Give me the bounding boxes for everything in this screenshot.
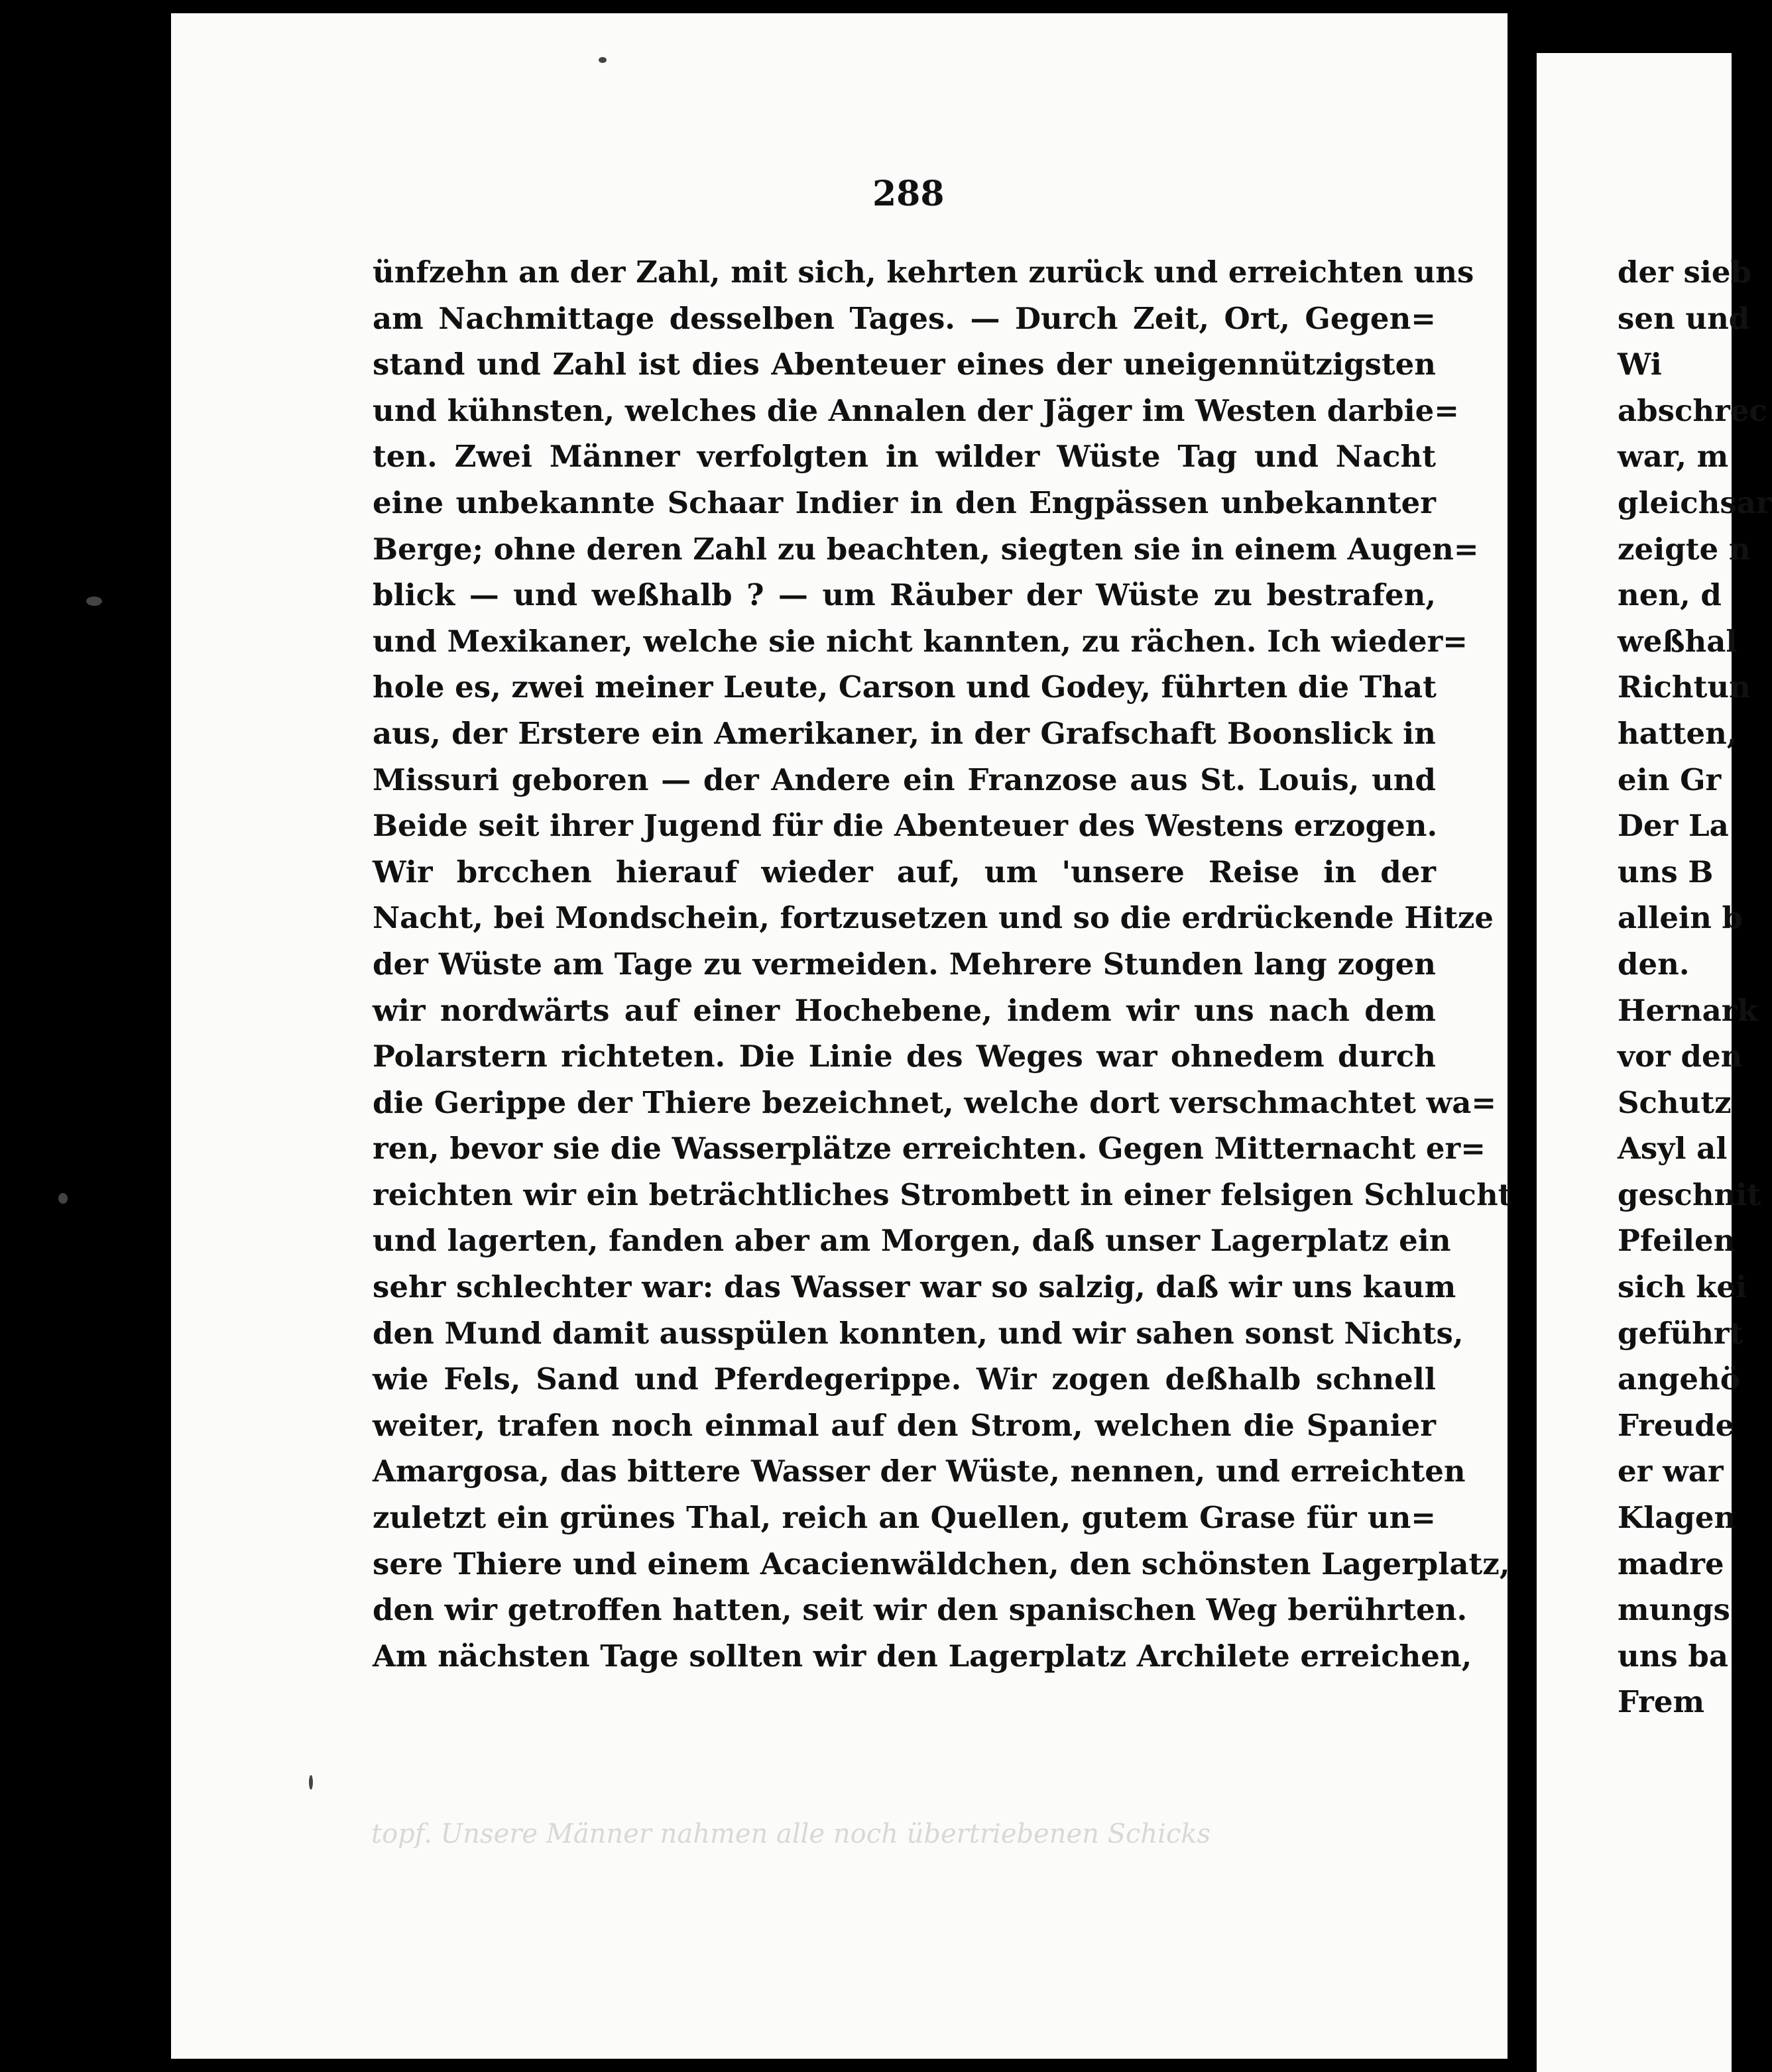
text-line: sehr schlechter war: das Wasser war so salzig, daß wir uns kaum <box>373 1269 1456 1305</box>
show-through-text: topf. Unsere Männer nahmen alle noch übertriebenen Schicks <box>371 1819 1211 1849</box>
facing-text-line: uns ba <box>1618 1638 1729 1674</box>
facing-text-line: Asyl al <box>1618 1131 1728 1167</box>
facing-text-line: Hernark <box>1618 992 1758 1028</box>
text-line: den wir getroffen hatten, seit wir den spanischen Weg berührten. <box>373 1592 1468 1628</box>
facing-text-line: der sieb <box>1618 255 1751 290</box>
facing-text-line: abschrec <box>1618 392 1767 428</box>
facing-text-line: geführt <box>1618 1315 1743 1351</box>
facing-text-line: Wi <box>1618 347 1662 382</box>
facing-text-line: sen und <box>1618 300 1750 336</box>
facing-text-line: ein Gr <box>1618 762 1722 797</box>
text-line: und kühnsten, welches die Annalen der Jäger im Westen darbie= <box>373 392 1460 428</box>
facing-text-line: war, m <box>1618 439 1729 475</box>
facing-text-line: zeigte n <box>1618 531 1751 567</box>
text-line: Beide seit ihrer Jugend für die Abenteuer des Westens erzogen. <box>373 808 1438 844</box>
facing-text-line: er war <box>1618 1454 1724 1489</box>
facing-text-line: gleichsar <box>1618 485 1772 520</box>
text-line: Nacht, bei Mondschein, fortzusetzen und so die erdrückende Hitze <box>373 900 1494 936</box>
page-number: 288 <box>872 174 945 214</box>
facing-text-line: den. <box>1618 946 1690 982</box>
text-line: aus, der Erstere ein Amerikaner, in der Grafschaft Boonslick in <box>373 715 1436 751</box>
facing-text-line: madre <box>1618 1546 1724 1582</box>
body-text <box>373 249 1512 1679</box>
paper-speck <box>309 1775 313 1790</box>
facing-text-line: Der La <box>1618 808 1729 844</box>
facing-text-line: vor den <box>1618 1039 1743 1074</box>
facing-text-line: angehö <box>1618 1361 1740 1397</box>
facing-text-line: hatten, <box>1618 715 1738 751</box>
text-line: Am nächsten Tage sollten wir den Lagerplatz Archilete erreichen, <box>373 1638 1472 1674</box>
text-line: ünfzehn an der Zahl, mit sich, kehrten zurück und erreichten uns <box>373 255 1474 290</box>
paper-speck <box>86 597 102 606</box>
text-line: sere Thiere und einem Acacienwäldchen, den schönsten Lagerplatz, <box>373 1546 1510 1582</box>
text-line: der Wüste am Tage zu vermeiden. Mehrere Stunden lang zogen <box>373 946 1436 982</box>
facing-text-line: allein b <box>1618 900 1743 936</box>
text-line: am Nachmittage desselben Tages. — Durch Zeit, Ort, Gegen= <box>373 300 1436 336</box>
facing-text-line: weßhal <box>1618 623 1738 659</box>
text-line: ren, bevor sie die Wasserplätze erreichten. Gegen Mitternacht er= <box>373 1131 1486 1167</box>
text-line: und lagerten, fanden aber am Morgen, daß unser Lagerplatz ein <box>373 1223 1451 1259</box>
facing-text-line: Pfeilen <box>1618 1223 1736 1259</box>
text-line: Missuri geboren — der Andere ein Franzose aus St. Louis, und <box>373 762 1436 797</box>
text-line: stand und Zahl ist dies Abenteuer eines der uneigennützigsten <box>373 347 1436 382</box>
facing-text-line: mungs <box>1618 1592 1730 1628</box>
text-line: die Gerippe der Thiere bezeichnet, welche dort verschmachtet wa= <box>373 1084 1497 1120</box>
text-line: hole es, zwei meiner Leute, Carson und Godey, führten die That <box>373 669 1437 705</box>
text-line: blick — und weßhalb ? — um Räuber der Wüste zu bestrafen, <box>373 577 1436 613</box>
facing-page-text <box>1618 249 1772 1725</box>
text-line: Berge; ohne deren Zahl zu beachten, siegten sie in einem Augen= <box>373 531 1479 567</box>
text-line: ten. Zwei Männer verfolgten in wilder Wüste Tag und Nacht <box>373 439 1436 475</box>
text-line: weiter, trafen noch einmal auf den Strom, welchen die Spanier <box>373 1407 1436 1443</box>
text-line: den Mund damit ausspülen konnten, und wir sahen sonst Nichts, <box>373 1315 1464 1351</box>
facing-text-line: Freude <box>1618 1407 1735 1443</box>
text-line: reichten wir ein beträchtliches Strombett in einer felsigen Schlucht <box>373 1177 1512 1212</box>
text-line: Polarstern richteten. Die Linie des Weges war ohnedem durch <box>373 1039 1436 1074</box>
facing-text-line: uns B <box>1618 854 1714 890</box>
facing-text-line: Klagen <box>1618 1500 1736 1536</box>
text-line: wie Fels, Sand und Pferdegerippe. Wir zogen deßhalb schnell <box>373 1361 1436 1397</box>
text-line: Wir brcchen hierauf wieder auf, um 'unsere Reise in der <box>373 854 1436 890</box>
text-line: wir nordwärts auf einer Hochebene, indem wir uns nach dem <box>373 992 1436 1028</box>
text-line: zuletzt ein grünes Thal, reich an Quellen, gutem Grase für un= <box>373 1500 1436 1536</box>
facing-text-line: Frem <box>1618 1684 1705 1720</box>
facing-text-line: Richtun <box>1618 669 1751 705</box>
paper-speck <box>58 1193 68 1204</box>
paper-speck <box>599 57 607 63</box>
facing-text-line: sich kei <box>1618 1269 1747 1305</box>
facing-text-line: geschnit <box>1618 1177 1761 1212</box>
facing-text-line: nen, d <box>1618 577 1722 613</box>
text-line: eine unbekannte Schaar Indier in den Engpässen unbekannter <box>373 485 1436 520</box>
text-line: Amargosa, das bittere Wasser der Wüste, nennen, und erreichten <box>373 1454 1466 1489</box>
text-line: und Mexikaner, welche sie nicht kannten, zu rächen. Ich wieder= <box>373 623 1468 659</box>
facing-text-line: Schutz <box>1618 1084 1732 1120</box>
